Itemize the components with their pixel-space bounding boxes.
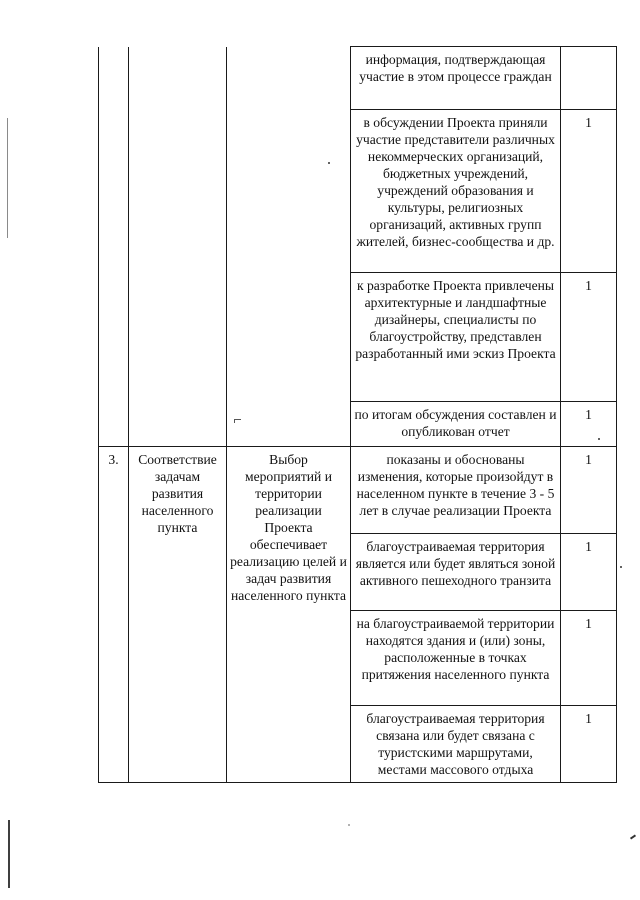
scan-edge-line: [7, 118, 8, 238]
indicator-cell: благоустраиваемая территория является или будет являться зоной активного пешеходного транзита: [351, 534, 561, 611]
score-cell: 1: [561, 110, 617, 273]
indicator-cell: на благоустраиваемой территории находятся здания и (или) зоны, расположенные в точках притяжения населенного пункта: [351, 611, 561, 706]
score-cell: 1: [561, 706, 617, 783]
indicator-cell: показаны и обоснованы изменения, которые произойдут в населенном пункте в течение 3 - 5 лет в случае реализации Проекта: [351, 447, 561, 534]
scan-speck: [348, 824, 350, 826]
indicator-cell: благоустраиваемая территория связана или будет связана с туристскими маршрутами, местами массового отдыха: [351, 706, 561, 783]
indicator-cell: информация, подтверждающая участие в этом процессе граждан: [351, 47, 561, 110]
scan-speck: [328, 162, 330, 164]
description-cell: Выбор мероприятий и территории реализации Проекта обеспечивает реализацию целей и задач развития населенного пункта: [227, 447, 351, 783]
description-cell-empty: [227, 47, 351, 447]
indicator-cell: в обсуждении Проекта приняли участие представители различных некоммерческих организаций, бюджетных учреждений, учреждений образования и культуры, религиозных организаций, активных групп жителей, бизнес-сообщества и др.: [351, 110, 561, 273]
score-cell: 1: [561, 402, 617, 447]
score-cell: 1: [561, 534, 617, 611]
indicator-cell: по итогам обсуждения составлен и опубликован отчет: [351, 402, 561, 447]
table-row: [99, 47, 617, 110]
scan-speck: [620, 566, 622, 568]
scan-edge-line: [8, 820, 10, 888]
score-cell: 1: [561, 273, 617, 402]
scan-mark: [234, 419, 241, 423]
criterion-cell: Соответствие задачам развития населенного пункта: [129, 447, 227, 783]
criteria-table: [98, 46, 617, 783]
scan-speck: [598, 438, 600, 440]
score-cell: 1: [561, 611, 617, 706]
score-cell: [561, 47, 617, 110]
section-number: 3.: [99, 447, 129, 783]
indicator-cell: к разработке Проекта привлечены архитектурные и ландшафтные дизайнеры, специалисты по благоустройству, представлен разработанный ими эскиз Проекта: [351, 273, 561, 402]
scan-mark: [630, 834, 636, 839]
score-cell: 1: [561, 447, 617, 534]
number-cell-empty: [99, 47, 129, 447]
table-row: [99, 447, 617, 534]
criterion-cell-empty: [129, 47, 227, 447]
